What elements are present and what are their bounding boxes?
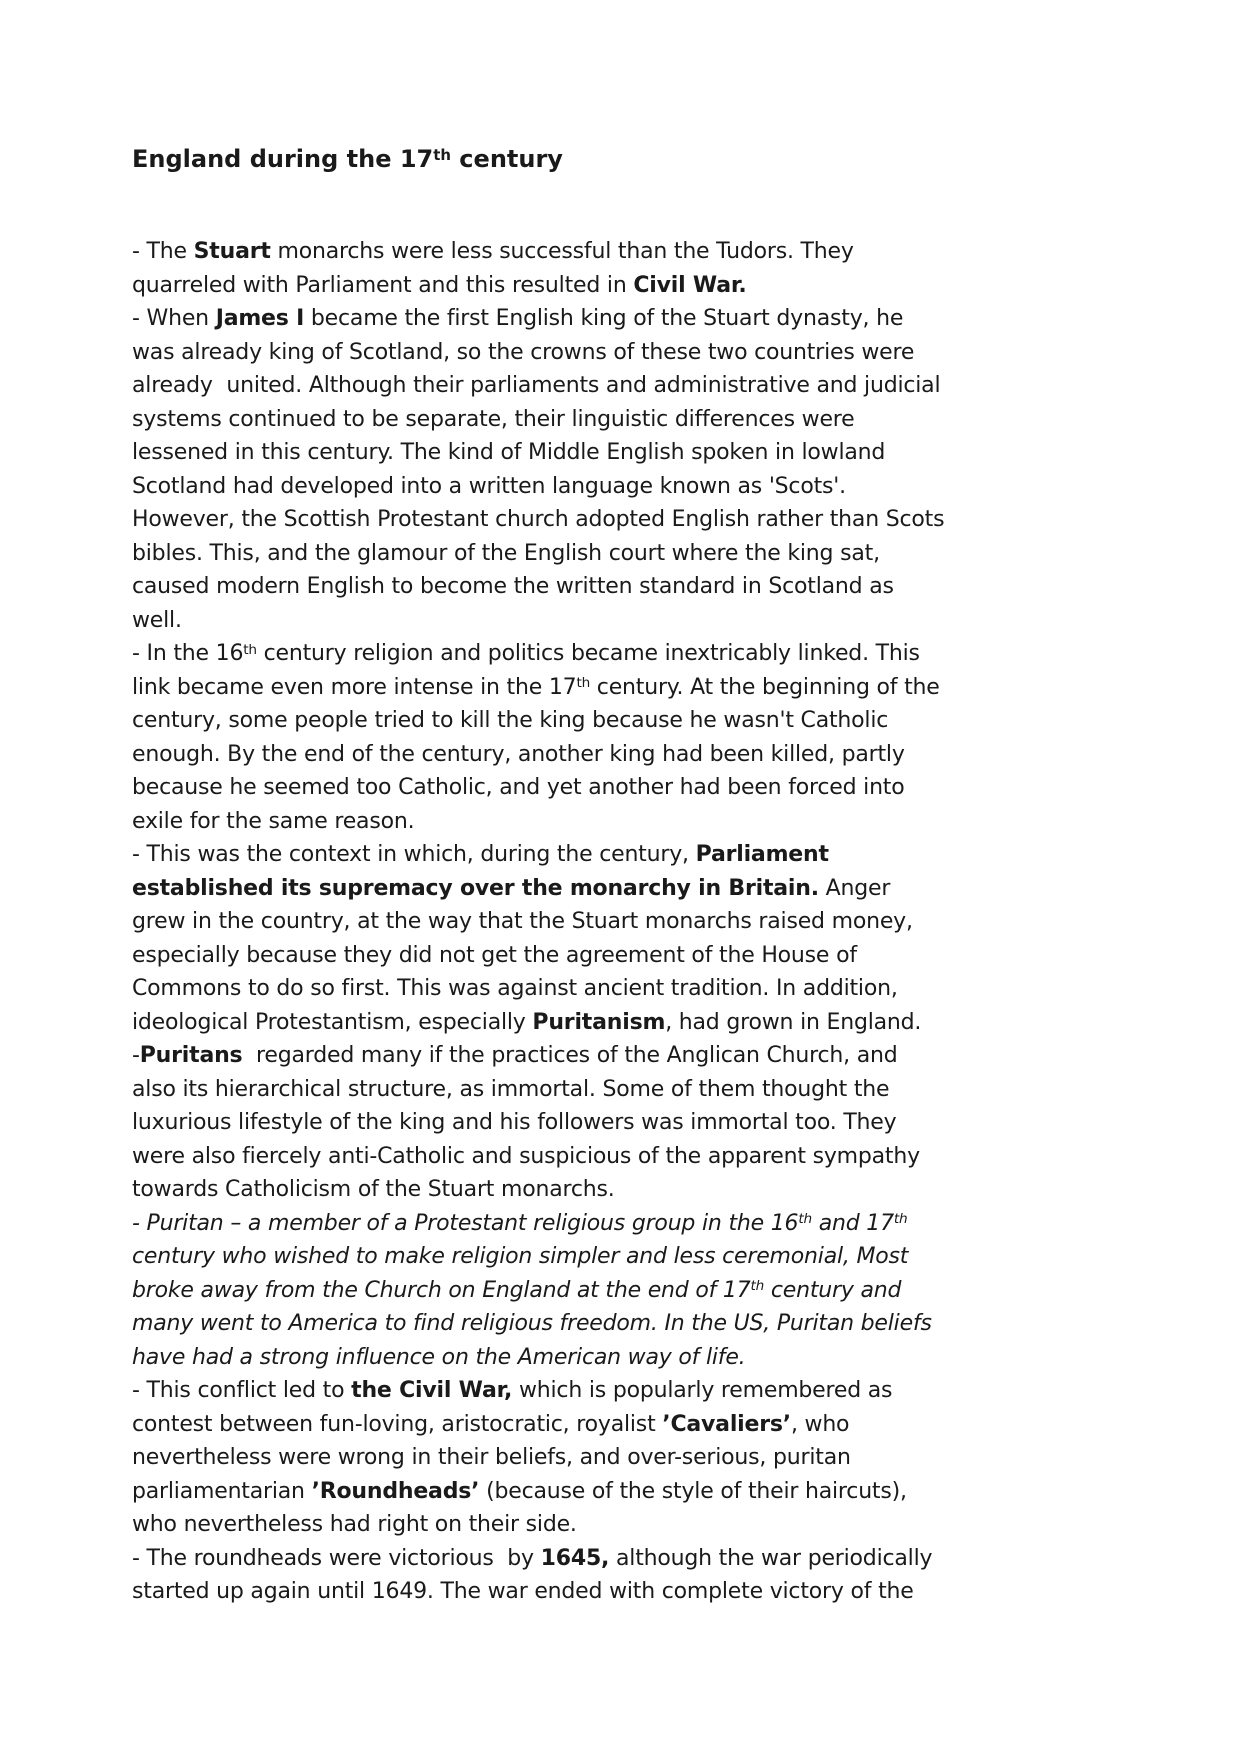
- text-run: towards Catholicism of the Stuart monarchs.: [132, 1177, 615, 1202]
- text-run: century religion and politics became inextricably linked. This: [256, 641, 920, 666]
- text-run: century who wished to make religion simpler and less ceremonial, Most: [132, 1244, 909, 1269]
- text-line: [132, 1240, 944, 1274]
- text-run: became the first English king of the Stuart dynasty, he: [304, 306, 904, 331]
- text-run: century and: [764, 1277, 902, 1303]
- text-run: regarded many if the practices of the Anglican Church, and: [242, 1043, 898, 1068]
- text-run: have had a strong influence on the American way of life.: [132, 1344, 746, 1370]
- text-line: [132, 1475, 944, 1509]
- text-line: [132, 671, 944, 705]
- text-run: century: [450, 145, 563, 173]
- text-line: [132, 537, 944, 571]
- text-run: which is popularly remembered as: [512, 1378, 893, 1403]
- text-line: [132, 805, 944, 839]
- document-body: [132, 235, 944, 1609]
- text-line: [132, 1441, 944, 1475]
- text-run: - This conflict led to: [132, 1378, 352, 1403]
- text-run: Puritans: [139, 1043, 243, 1068]
- text-run: was already king of Scotland, so the crowns of these two countries were: [132, 339, 915, 365]
- text-line: [132, 1274, 944, 1308]
- text-line: [132, 872, 944, 906]
- text-run: Puritanism: [532, 1009, 666, 1035]
- text-line: [132, 302, 944, 336]
- text-run: started up again until 1649. The war ended with complete victory of the: [132, 1579, 914, 1604]
- text-line: [132, 1173, 944, 1207]
- text-run: well.: [132, 607, 182, 633]
- text-line: [132, 1408, 944, 1442]
- text-run: who nevertheless had right on their side.: [132, 1512, 577, 1537]
- text-run: parliamentarian: [132, 1478, 312, 1504]
- text-run: century. At the beginning of the: [590, 674, 940, 700]
- text-run: and 17: [811, 1210, 894, 1236]
- text-line: [132, 436, 944, 470]
- text-run: ’Cavaliers’: [662, 1411, 791, 1437]
- text-line: [132, 905, 944, 939]
- text-run: th: [893, 1211, 908, 1228]
- text-line: [132, 269, 944, 303]
- text-line: [132, 235, 944, 269]
- text-run: th: [243, 641, 257, 658]
- text-run: th: [798, 1211, 812, 1228]
- text-run: Stuart: [193, 239, 271, 264]
- text-run: However, the Scottish Protestant church adopted English rather than Scots: [132, 507, 945, 532]
- text-run: 1645,: [540, 1545, 610, 1571]
- text-run: lessened in this century. The kind of Middle English spoken in lowland: [132, 440, 886, 465]
- text-run: also its hierarchical structure, as immortal. Some of them thought the: [132, 1076, 890, 1102]
- document-title: [132, 142, 563, 176]
- text-run: Parliament: [695, 842, 829, 867]
- text-line: [132, 1542, 944, 1576]
- text-line: [132, 1140, 944, 1174]
- text-run: James I: [215, 306, 305, 331]
- text-run: England during the 17: [132, 145, 434, 173]
- text-line: [132, 336, 944, 370]
- text-line: [132, 637, 944, 671]
- text-line: [132, 369, 944, 403]
- text-run: century, some people tried to kill the king because he wasn't Catholic: [132, 708, 889, 733]
- text-run: Civil War.: [633, 272, 747, 298]
- text-run: th: [433, 146, 451, 165]
- text-run: Anger: [818, 875, 891, 901]
- text-run: grew in the country, at the way that the Stuart monarchs raised money,: [132, 909, 913, 934]
- text-line: [132, 939, 944, 973]
- text-run: many went to America to find religious freedom. In the US, Puritan beliefs: [132, 1311, 932, 1336]
- text-run: established its supremacy over the monarchy in Britain.: [132, 875, 819, 901]
- text-run: the Civil War,: [351, 1378, 513, 1403]
- text-run: link became even more intense in the 17: [132, 674, 577, 700]
- text-run: because he seemed too Catholic, and yet another had been forced into: [132, 775, 905, 800]
- text-line: [132, 570, 944, 604]
- text-line: [132, 1006, 944, 1040]
- text-run: bibles. This, and the glamour of the English court where the king sat,: [132, 540, 880, 566]
- text-run: were also fiercely anti-Catholic and suspicious of the apparent sympathy: [132, 1143, 920, 1169]
- text-line: [132, 1106, 944, 1140]
- text-run: Commons to do so first. This was against ancient tradition. In addition,: [132, 976, 898, 1001]
- text-run: although the war periodically: [609, 1545, 933, 1571]
- text-run: - In the 16: [132, 641, 244, 666]
- text-run: - When: [132, 306, 216, 331]
- text-run: nevertheless were wrong in their beliefs, and over-serious, puritan: [132, 1445, 851, 1470]
- text-line: [132, 738, 944, 772]
- text-run: - This was the context in which, during the century,: [132, 842, 696, 867]
- text-run: quarreled with Parliament and this resulted in: [132, 272, 634, 298]
- text-run: , had grown in England.: [665, 1009, 922, 1035]
- text-run: ’Roundheads’: [311, 1478, 480, 1504]
- text-line: [132, 503, 944, 537]
- text-line: [132, 771, 944, 805]
- text-run: , who: [790, 1411, 850, 1437]
- text-run: Scotland had developed into a written language known as 'Scots'.: [132, 473, 846, 499]
- text-line: [132, 1039, 944, 1073]
- text-line: [132, 1508, 944, 1542]
- text-run: systems continued to be separate, their linguistic differences were: [132, 406, 855, 432]
- text-run: contest between fun-loving, aristocratic, royalist: [132, 1411, 663, 1437]
- text-run: broke away from the Church on England at the end of 17: [132, 1277, 751, 1303]
- text-run: enough. By the end of the century, another king had been killed, partly: [132, 741, 905, 767]
- text-run: luxurious lifestyle of the king and his followers was immortal too. They: [132, 1110, 897, 1135]
- text-line: [132, 704, 944, 738]
- text-line: [132, 972, 944, 1006]
- text-run: - Puritan – a member of a Protestant religious group in the 16: [132, 1210, 799, 1236]
- text-run: th: [750, 1278, 765, 1295]
- text-run: - The: [132, 239, 194, 264]
- text-line: [132, 1575, 944, 1609]
- text-run: -: [132, 1043, 140, 1068]
- text-run: (because of the style of their haircuts),: [479, 1478, 907, 1504]
- text-line: [132, 403, 944, 437]
- text-line: [132, 1073, 944, 1107]
- text-run: especially because they did not get the agreement of the House of: [132, 942, 857, 968]
- text-run: caused modern English to become the written standard in Scotland as: [132, 574, 894, 599]
- text-line: [132, 1374, 944, 1408]
- text-line: [132, 1307, 944, 1341]
- text-line: [132, 1341, 944, 1375]
- text-line: [132, 604, 944, 638]
- text-line: [132, 838, 944, 872]
- text-run: already united. Although their parliaments and administrative and judicial: [132, 373, 941, 398]
- text-line: [132, 1207, 944, 1241]
- text-line: [132, 470, 944, 504]
- text-run: th: [576, 675, 591, 692]
- text-run: - The roundheads were victorious by: [132, 1545, 541, 1571]
- text-run: exile for the same reason.: [132, 808, 415, 834]
- text-run: monarchs were less successful than the Tudors. They: [270, 239, 854, 264]
- text-run: ideological Protestantism, especially: [132, 1009, 533, 1035]
